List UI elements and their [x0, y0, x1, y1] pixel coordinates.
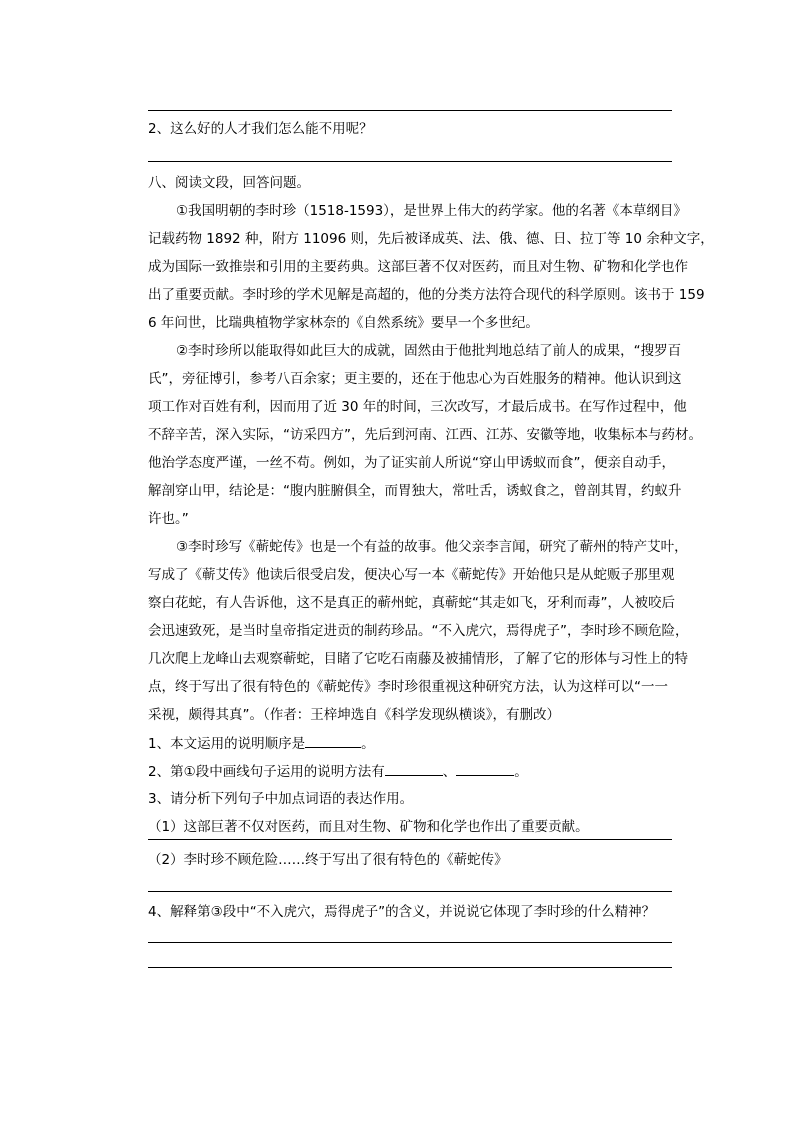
answer-blank[interactable] — [305, 733, 361, 748]
paragraph-3-line: 采视，颇得其真”。（作者：王梓坤选自《科学发现纵横谈》，有删改） — [148, 707, 560, 723]
paragraph-3-line: 察白花蛇，有人告诉他，这不是真正的蕲州蛇，真蕲蛇“其走如飞，牙利而毒”，人被咬后 — [148, 595, 675, 611]
paragraph-3-line: 会迅速致死，是当时皇帝指定进贡的制药珍品。“不入虎穴，焉得虎子”，李时珍不顾危险， — [148, 623, 689, 639]
question-3-sub-2: （2）李时珍不顾危险……终于写出了很有特色的《蕲蛇传》 — [148, 852, 508, 868]
question-3: 3、请分析下列句子中加点词语的表达作用。 — [148, 791, 414, 807]
paragraph-1-line: ①我国明朝的李时珍（1518-1593），是世界上伟大的药学家。他的名著《本草纲目》 — [176, 203, 687, 219]
paragraph-2-line: 不辞辛苦，深入实际，“访采四方”，先后到河南、江西、江苏、安徽等地，收集标本与药材。 — [148, 427, 702, 443]
answer-line[interactable] — [148, 891, 672, 893]
question-3-sub-1: （1）这部巨著不仅对医药，而且对生物、矿物和化学也作出了重要贡献。 — [148, 819, 589, 835]
answer-line[interactable] — [148, 839, 672, 841]
question-2-end: 。 — [514, 764, 528, 780]
paragraph-3-line: ③李时珍写《蕲蛇传》也是一个有益的故事。他父亲李言闻，研究了蕲州的特产艾叶， — [176, 539, 688, 555]
question-1 — [148, 733, 375, 754]
question-4: 4、解释第③段中“不入虎穴，焉得虎子”的含义，并说说它体现了李时珍的什么精神？ — [148, 904, 656, 920]
paragraph-2-line: 项工作对百姓有利，因而用了近 30 年的时间，三次改写，才最后成书。在写作过程中，他 — [148, 399, 687, 415]
answer-line[interactable] — [148, 110, 672, 112]
paragraph-1-line: 成为国际一致推崇和引用的主要药典。这部巨著不仅对医药，而且对生物、矿物和化学也作 — [148, 259, 688, 275]
question-2-text: 2、第①段中画线句子运用的说明方法有 — [148, 764, 385, 780]
answer-blank[interactable] — [385, 761, 443, 776]
question-1-text: 1、本文运用的说明顺序是 — [148, 736, 306, 752]
paragraph-2-line: 许也。” — [148, 511, 189, 527]
paragraph-2-line: 氏”，旁征博引，参考八百余家；更主要的，还在于他忠心为百姓服务的精神。他认识到这 — [148, 371, 682, 387]
answer-line[interactable] — [148, 161, 672, 163]
question-2 — [148, 761, 528, 782]
question-2-top: 2、这么好的人才我们怎么能不用呢？ — [148, 121, 373, 137]
question-1-end: 。 — [361, 736, 375, 752]
paragraph-3-line: 写成了《蕲艾传》他读后很受启发，便决心写一本《蕲蛇传》开始他只是从蛇贩子那里观 — [148, 567, 675, 583]
paragraph-3-line: 几次爬上龙峰山去观察蕲蛇，目睹了它吃石南藤及被捕情形，了解了它的形体与习性上的特 — [148, 651, 688, 667]
paragraph-1-line: 记载药物 1892 种，附方 11096 则，先后被译成英、法、俄、德、日、拉丁等 10 余种文字， — [148, 231, 714, 247]
paragraph-3-line: 点，终于写出了很有特色的《蕲蛇传》李时珍很重视这种研究方法，认为这样可以“一一 — [148, 679, 668, 695]
paragraph-2-line: ②李时珍所以能取得如此巨大的成就，固然由于他批判地总结了前人的成果，“搜罗百 — [176, 343, 682, 359]
paragraph-2-line: 解剖穿山甲，结论是：“腹内脏腑俱全，而胃独大，常吐舌，诱蚁食之，曾剖其胃，约蚁升 — [148, 483, 682, 499]
answer-line[interactable] — [148, 967, 672, 969]
question-2-sep: 、 — [442, 764, 457, 780]
section-heading: 八、阅读文段，回答问题。 — [148, 175, 310, 191]
answer-line[interactable] — [148, 942, 672, 944]
paragraph-1-line: 6 年问世，比瑞典植物学家林奈的《自然系统》要早一个多世纪。 — [148, 315, 539, 331]
answer-blank[interactable] — [456, 761, 514, 776]
paragraph-2-line: 他治学态度严谨，一丝不苟。例如，为了证实前人所说“穿山甲诱蚁而食”，便亲自动手， — [148, 455, 675, 471]
paragraph-1-line: 出了重要贡献。李时珍的学术见解是高超的，他的分类方法符合现代的科学原则。该书于 159 — [148, 287, 705, 303]
